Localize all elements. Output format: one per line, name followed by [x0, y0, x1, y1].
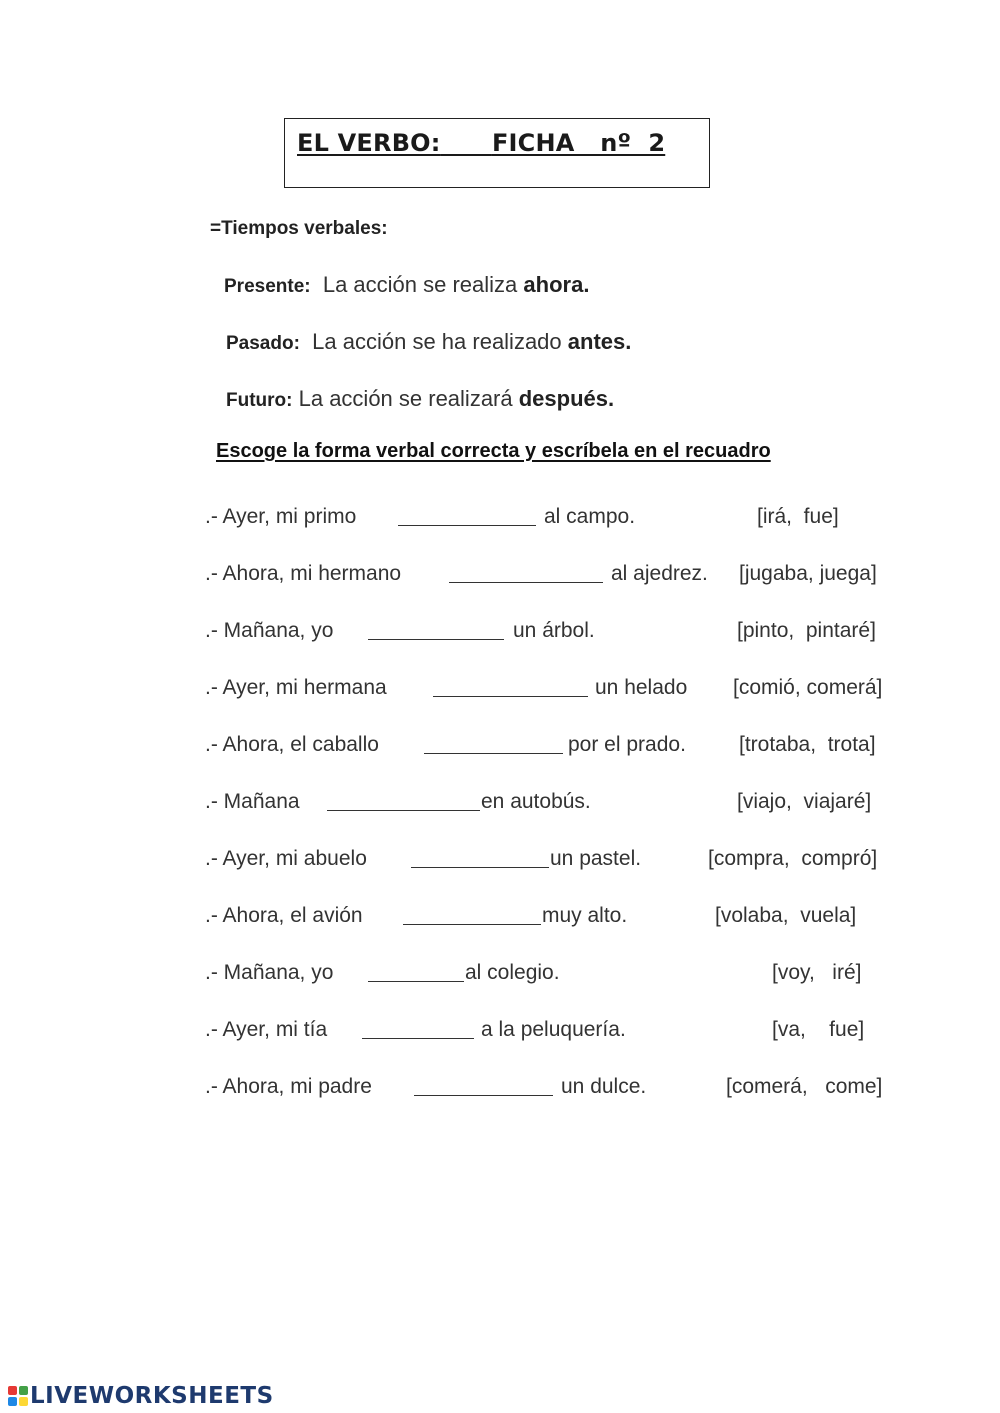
answer-blank[interactable]	[424, 733, 563, 754]
tense-future-text: La acción se realizará	[298, 386, 519, 411]
exercise-row	[205, 847, 925, 877]
exercise-sentence-end: un árbol.	[513, 619, 595, 642]
exercise-row	[205, 790, 925, 820]
tense-present-text: La acción se realiza	[322, 272, 524, 297]
verb-options: [comerá, come]	[726, 1075, 883, 1098]
exercise-sentence-start: .- Ahora, el avión	[205, 904, 363, 927]
exercise-sentence-start: .- Ayer, mi primo	[205, 505, 357, 528]
verb-options: [trotaba, trota]	[739, 733, 876, 756]
exercise-sentence-start: .- Ahora, mi padre	[205, 1075, 372, 1098]
exercise-sentence-end: un pastel.	[550, 847, 642, 870]
exercise-row	[205, 1018, 925, 1048]
exercise-sentence-start: .- Mañana, yo	[205, 619, 334, 642]
verb-options: [voy, iré]	[772, 961, 862, 984]
exercise-row	[205, 904, 925, 934]
answer-blank[interactable]	[433, 676, 588, 697]
tense-past-row	[226, 329, 631, 355]
exercise-row	[205, 562, 925, 592]
answer-blank[interactable]	[414, 1075, 553, 1096]
tense-past-text: La acción se ha realizado	[312, 329, 568, 354]
exercise-sentence-end: a la peluquería.	[481, 1018, 626, 1041]
title-label: EL VERBO:	[297, 129, 441, 157]
exercise-sentence-start: .- Mañana	[205, 790, 300, 813]
exercise-sentence-start: .- Ayer, mi hermana	[205, 676, 387, 699]
verb-options: [pinto, pintaré]	[737, 619, 876, 642]
exercise-sentence-end: muy alto.	[542, 904, 628, 927]
exercise-instruction: Escoge la forma verbal correcta y escríbela en el recuadro	[216, 440, 771, 462]
exercise-sentence-end: al colegio.	[465, 961, 560, 984]
tense-present-row	[224, 272, 589, 298]
verb-options: [compra, compró]	[708, 847, 878, 870]
answer-blank[interactable]	[362, 1018, 474, 1039]
exercise-sentence-end: al ajedrez.	[611, 562, 708, 585]
exercise-sentence-end: un helado	[595, 676, 688, 699]
verb-options: [irá, fue]	[757, 505, 839, 528]
verb-options: [jugaba, juega]	[739, 562, 877, 585]
answer-blank[interactable]	[398, 505, 536, 526]
tense-past-keyword: antes.	[567, 329, 632, 354]
exercise-row	[205, 961, 925, 991]
answer-blank[interactable]	[327, 790, 480, 811]
exercise-sentence-end: un dulce.	[561, 1075, 647, 1098]
exercise-sentence-end: en autobús.	[481, 790, 591, 813]
exercise-sentence-end: al campo.	[544, 505, 636, 528]
answer-blank[interactable]	[411, 847, 549, 868]
verb-options: [viajo, viajaré]	[737, 790, 872, 813]
exercise-sentence-start: .- Ayer, mi abuelo	[205, 847, 367, 870]
verb-options: [comió, comerá]	[733, 676, 883, 699]
tense-future-keyword: después.	[518, 386, 615, 411]
page-title	[297, 129, 665, 157]
tense-past-label: Pasado:	[226, 333, 300, 354]
liveworksheets-logo-icon	[8, 1386, 28, 1406]
exercise-sentence-start: .- Mañana, yo	[205, 961, 334, 984]
tense-present-keyword: ahora.	[523, 272, 590, 297]
brand-name: LIVEWORKSHEETS	[30, 1383, 274, 1409]
tense-present-label: Presente:	[224, 276, 311, 297]
answer-blank[interactable]	[449, 562, 603, 583]
tenses-heading: =Tiempos verbales:	[210, 218, 388, 239]
exercise-sentence-end: por el prado.	[568, 733, 686, 756]
verb-options: [va, fue]	[772, 1018, 865, 1041]
tense-future-row	[226, 386, 614, 412]
exercise-sentence-start: .- Ahora, el caballo	[205, 733, 379, 756]
answer-blank[interactable]	[403, 904, 541, 925]
exercise-sentence-start: .- Ayer, mi tía	[205, 1018, 328, 1041]
title-sheet-number: FICHA nº 2	[491, 129, 666, 157]
verb-options: [volaba, vuela]	[715, 904, 857, 927]
exercise-row	[205, 619, 925, 649]
liveworksheets-logo[interactable]	[8, 1381, 274, 1411]
tense-future-label: Futuro:	[226, 390, 293, 411]
exercise-row	[205, 733, 925, 763]
exercise-row	[205, 505, 925, 535]
exercise-row	[205, 1075, 925, 1105]
exercise-sentence-start: .- Ahora, mi hermano	[205, 562, 402, 585]
exercise-row	[205, 676, 925, 706]
answer-blank[interactable]	[368, 619, 504, 640]
answer-blank[interactable]	[368, 961, 464, 982]
title-box	[284, 118, 710, 188]
